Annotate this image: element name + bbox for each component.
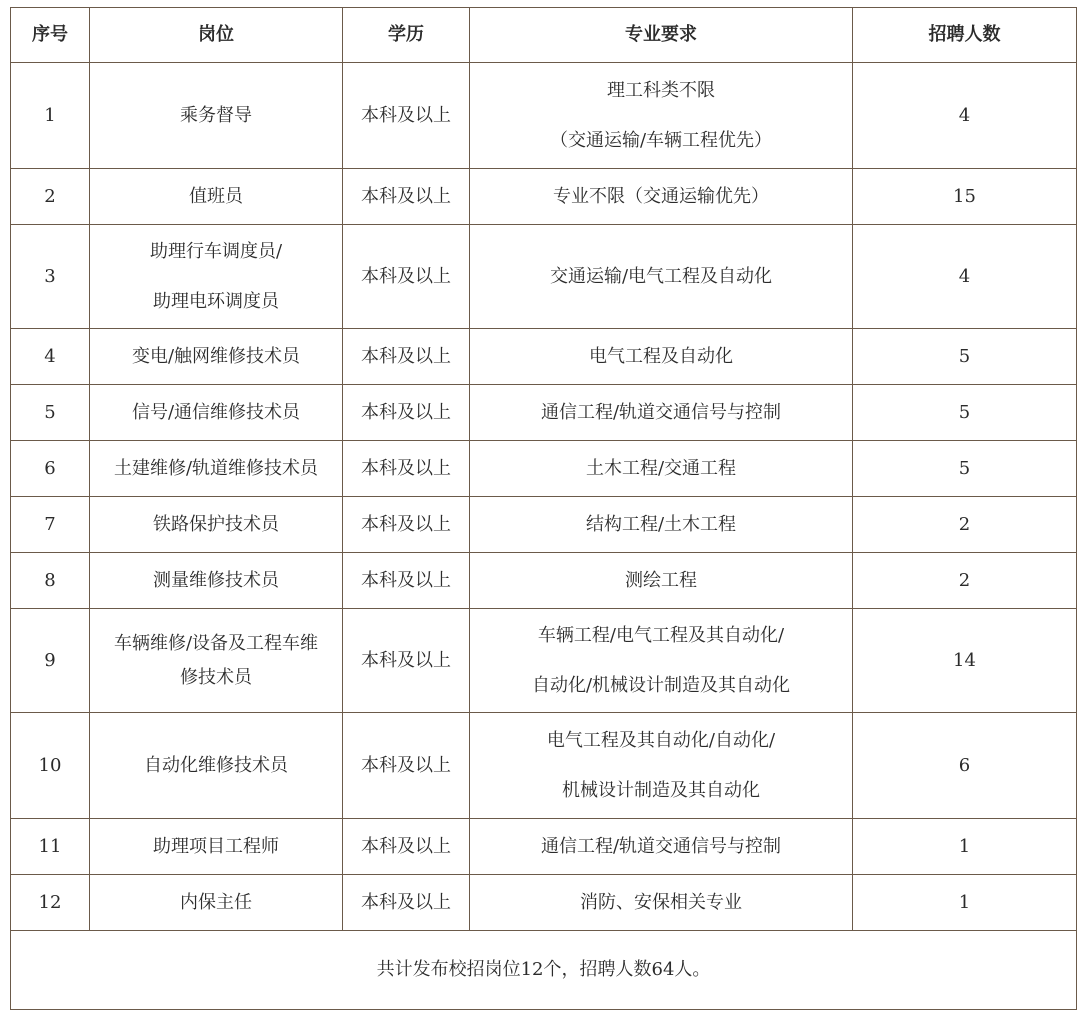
position-line: 测量维修技术员 [153,569,279,591]
table-row [11,553,1077,609]
position-line: 铁路保护技术员 [153,513,279,535]
cell-major [470,553,853,609]
position-line: 助理行车调度员/ [149,240,283,262]
position-line: 助理项目工程师 [153,835,279,857]
recruitment-table [10,7,1077,1010]
table-row [11,497,1077,553]
major-line: （交通运输/车辆工程优先） [549,129,773,151]
table-row [11,329,1077,385]
cell-seq: 6 [11,441,90,497]
position-line: 变电/触网维修技术员 [131,345,301,367]
cell-education: 本科及以上 [343,385,470,441]
cell-seq: 7 [11,497,90,553]
major-line: 消防、安保相关专业 [580,891,742,913]
major-line: 车辆工程/电气工程及其自动化/ [537,624,785,646]
position-line: 值班员 [189,185,243,207]
cell-seq: 5 [11,385,90,441]
cell-count: 6 [853,713,1077,819]
header-count: 招聘人数 [853,8,1077,63]
major-line: 电气工程及其自动化/自动化/ [546,729,776,751]
header-seq: 序号 [11,8,90,63]
cell-education: 本科及以上 [343,875,470,931]
cell-count: 1 [853,875,1077,931]
cell-seq: 8 [11,553,90,609]
major-line: 结构工程/土木工程 [585,513,737,535]
cell-count: 4 [853,63,1077,169]
table-body [11,63,1077,931]
cell-seq: 9 [11,609,90,713]
cell-position [90,385,343,441]
cell-position [90,329,343,385]
major-line: 土木工程/交通工程 [585,457,737,479]
cell-major [470,329,853,385]
cell-major [470,713,853,819]
cell-education: 本科及以上 [343,609,470,713]
position-line: 土建维修/轨道维修技术员 [113,457,319,479]
major-line: 机械设计制造及其自动化 [562,779,760,801]
cell-education: 本科及以上 [343,329,470,385]
header-row [11,8,1077,63]
table-row [11,819,1077,875]
table-row [11,225,1077,329]
cell-position [90,225,343,329]
cell-position [90,553,343,609]
cell-seq: 4 [11,329,90,385]
table-row [11,609,1077,713]
cell-major [470,609,853,713]
cell-position [90,169,343,225]
cell-major [470,385,853,441]
cell-position [90,713,343,819]
position-line: 修技术员 [180,666,252,688]
cell-count: 14 [853,609,1077,713]
table-row [11,169,1077,225]
cell-count: 4 [853,225,1077,329]
major-line: 电气工程及自动化 [589,345,733,367]
position-line: 车辆维修/设备及工程车维 [113,632,319,654]
major-line: 交通运输/电气工程及自动化 [549,265,773,287]
cell-education: 本科及以上 [343,497,470,553]
table-row [11,441,1077,497]
cell-count: 1 [853,819,1077,875]
cell-major [470,225,853,329]
cell-major [470,819,853,875]
position-line: 乘务督导 [180,104,252,126]
cell-count: 2 [853,497,1077,553]
position-line: 助理电环调度员 [153,290,279,312]
cell-major [470,63,853,169]
major-line: 测绘工程 [625,569,697,591]
table-row [11,63,1077,169]
cell-education: 本科及以上 [343,713,470,819]
table-row [11,385,1077,441]
cell-seq: 3 [11,225,90,329]
cell-position [90,875,343,931]
position-line: 内保主任 [180,891,252,913]
major-line: 通信工程/轨道交通信号与控制 [540,401,782,423]
major-line: 理工科类不限 [607,79,715,101]
table-row [11,875,1077,931]
position-line: 信号/通信维修技术员 [131,401,301,423]
major-line: 专业不限（交通运输优先） [553,185,769,207]
summary-row [11,931,1077,1010]
position-line: 自动化维修技术员 [144,754,288,776]
cell-count: 5 [853,385,1077,441]
cell-education: 本科及以上 [343,441,470,497]
cell-education: 本科及以上 [343,553,470,609]
cell-major [470,169,853,225]
cell-education: 本科及以上 [343,225,470,329]
cell-seq: 10 [11,713,90,819]
cell-major [470,441,853,497]
cell-education: 本科及以上 [343,819,470,875]
cell-education: 本科及以上 [343,63,470,169]
cell-seq: 1 [11,63,90,169]
major-line: 通信工程/轨道交通信号与控制 [540,835,782,857]
cell-seq: 11 [11,819,90,875]
cell-position [90,609,343,713]
cell-count: 5 [853,329,1077,385]
cell-major [470,497,853,553]
table-row [11,713,1077,819]
summary-text: 共计发布校招岗位12个，招聘人数64人。 [11,931,1077,1010]
header-education: 学历 [343,8,470,63]
cell-position [90,497,343,553]
cell-education: 本科及以上 [343,169,470,225]
cell-major [470,875,853,931]
cell-count: 5 [853,441,1077,497]
cell-position [90,63,343,169]
cell-seq: 2 [11,169,90,225]
major-line: 自动化/机械设计制造及其自动化 [531,674,791,696]
header-position: 岗位 [90,8,343,63]
cell-count: 15 [853,169,1077,225]
header-major: 专业要求 [470,8,853,63]
cell-position [90,441,343,497]
cell-count: 2 [853,553,1077,609]
cell-position [90,819,343,875]
cell-seq: 12 [11,875,90,931]
